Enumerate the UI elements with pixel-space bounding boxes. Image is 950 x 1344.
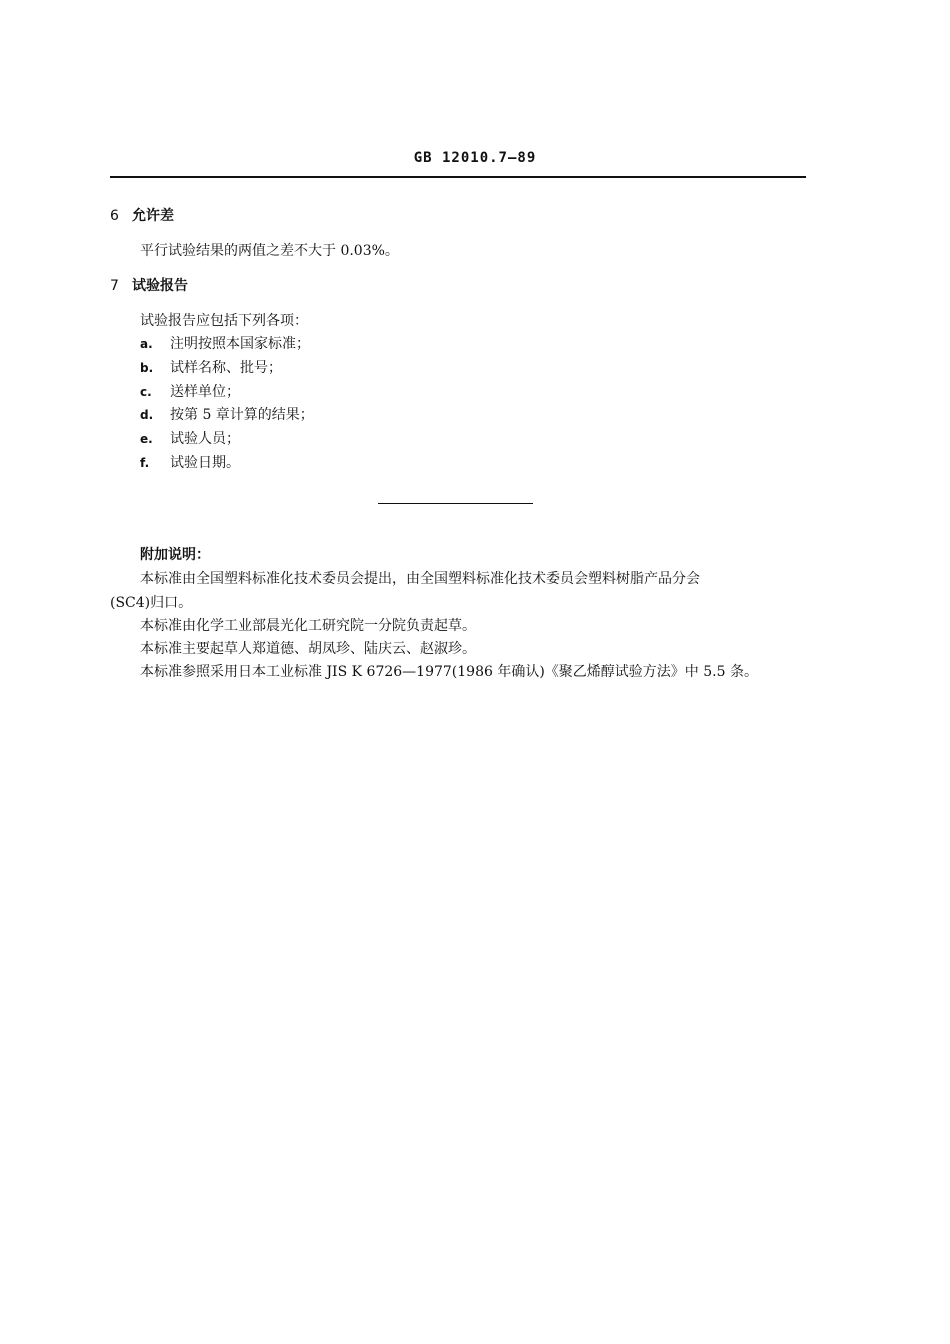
section-divider bbox=[378, 503, 533, 504]
notes-title: 附加说明： bbox=[140, 547, 210, 563]
list-item bbox=[140, 404, 314, 424]
list-item bbox=[140, 333, 310, 353]
note-line: 本标准由化学工业部晨光化工研究院一分院负责起草。 bbox=[140, 618, 476, 634]
item-marker: a. bbox=[140, 337, 153, 351]
list-item bbox=[140, 381, 240, 401]
section-7-heading bbox=[110, 275, 188, 295]
section-7-intro: 试验报告应包括下列各项： bbox=[140, 313, 308, 329]
item-marker: d. bbox=[140, 408, 154, 422]
header-rule bbox=[110, 176, 806, 178]
section-6-heading bbox=[110, 205, 174, 225]
note-line: 本标准参照采用日本工业标准 JIS K 6726—1977(1986 年确认)《聚乙烯醇试验方法》中 5.5 条。 bbox=[140, 664, 758, 680]
list-item bbox=[140, 452, 240, 472]
item-text: 试验人员； bbox=[170, 431, 240, 447]
section-title: 试验报告 bbox=[132, 278, 188, 294]
item-text: 送样单位； bbox=[170, 384, 240, 400]
section-6-text: 平行试验结果的两值之差不大于 0.03%。 bbox=[140, 243, 399, 259]
item-text: 注明按照本国家标准； bbox=[170, 336, 310, 352]
item-text: 按第 5 章计算的结果； bbox=[170, 407, 314, 423]
note-line: 本标准主要起草人郑道德、胡凤珍、陆庆云、赵淑珍。 bbox=[140, 641, 476, 657]
list-item bbox=[140, 357, 282, 377]
item-marker: b. bbox=[140, 361, 154, 375]
item-text: 试样名称、批号； bbox=[170, 360, 282, 376]
list-item bbox=[140, 428, 240, 448]
note-line: (SC4)归口。 bbox=[110, 595, 193, 611]
item-marker: e. bbox=[140, 432, 153, 446]
section-number: 7 bbox=[110, 278, 119, 294]
item-text: 试验日期。 bbox=[170, 455, 240, 471]
item-marker: f. bbox=[140, 456, 150, 470]
section-number: 6 bbox=[110, 208, 119, 224]
section-title: 允许差 bbox=[132, 208, 174, 224]
item-marker: c. bbox=[140, 385, 152, 399]
note-line: 本标准由全国塑料标准化技术委员会提出，由全国塑料标准化技术委员会塑料树脂产品分会 bbox=[140, 571, 700, 587]
standard-code: GB 12010.7—89 bbox=[413, 150, 537, 166]
